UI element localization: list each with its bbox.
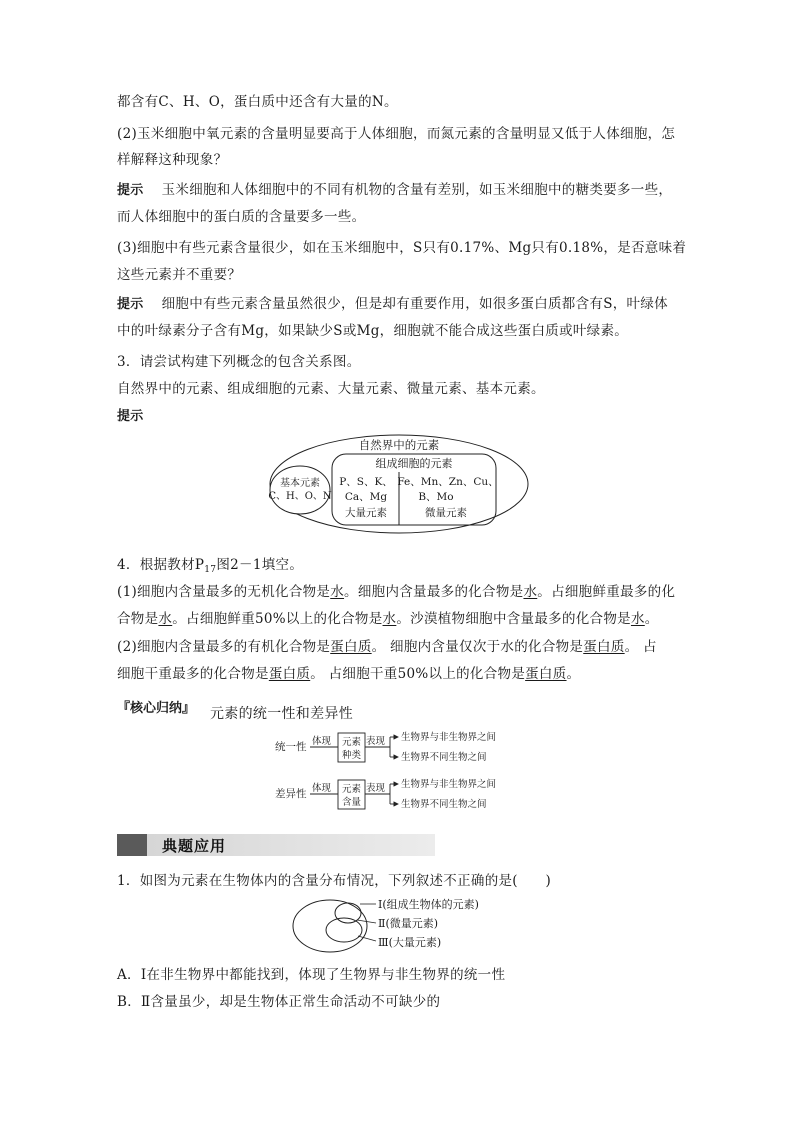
answer-water: 水 bbox=[382, 611, 397, 627]
ellipse-I bbox=[293, 900, 367, 952]
label-II: Ⅱ(微量元素) bbox=[378, 917, 439, 930]
answer-protein: 蛋白质 bbox=[330, 639, 372, 655]
venn-macro-label: 大量元素 bbox=[345, 507, 387, 519]
venn-macro-line1: P、S、K、 bbox=[339, 476, 393, 488]
question-2-line2: 样解释这种现象？ bbox=[117, 152, 228, 168]
answer-3-line1 bbox=[117, 294, 668, 315]
answer-water: 水 bbox=[523, 584, 538, 600]
core-summary-label: 『核心归纳』 bbox=[117, 701, 196, 716]
venn-micro-line2: B、Mo bbox=[418, 491, 454, 503]
diff-target-2: 生物界不同生物之间 bbox=[401, 799, 487, 810]
ellipse-III bbox=[326, 918, 362, 942]
box-text: 元素 bbox=[341, 737, 362, 748]
fill-2-line1 bbox=[117, 637, 657, 657]
venn-basic-label: 基本元素 bbox=[280, 478, 320, 489]
unity-target-1: 生物界与非生物界之间 bbox=[401, 732, 497, 743]
answer-protein: 蛋白质 bbox=[268, 666, 311, 682]
venn-macro-line2: Ca、Mg bbox=[344, 491, 388, 503]
fill-text: 。 细胞内含量仅次于水的化合物是 bbox=[371, 639, 584, 655]
question-1: 1．如图为元素在生物体内的含量分布情况，下列叙述不正确的是( ) bbox=[117, 873, 552, 889]
element-venn-diagram bbox=[268, 432, 530, 536]
venn-basic-elements: C、H、O、N bbox=[268, 491, 332, 502]
answer-protein: 蛋白质 bbox=[583, 639, 625, 655]
fill-text: (1)细胞内含量最多的无机化合物是 bbox=[117, 584, 331, 600]
answer-text: 玉米细胞和人体细胞中的不同有机物的含量有差别，如玉米细胞中的糖类要多一些， bbox=[161, 182, 673, 198]
fill-1-line1 bbox=[117, 582, 675, 602]
question-1-figure bbox=[290, 896, 520, 956]
fill-text: 。 bbox=[644, 611, 659, 627]
diff-target-1: 生物界与非生物界之间 bbox=[401, 779, 497, 790]
core-summary-title: 元素的统一性和差异性 bbox=[210, 706, 353, 722]
question-3-line1: (3)细胞中有些元素含量很少，如在玉米细胞中，S只有0.17%、Mg只有0.18%，是否意味着 bbox=[117, 240, 687, 256]
unity-target-2: 生物界不同生物之间 bbox=[401, 752, 487, 763]
answer-water: 水 bbox=[630, 611, 645, 627]
venn-cell-label: 组成细胞的元素 bbox=[375, 457, 453, 470]
fill-text: 。 占细胞干重50%以上的化合物是 bbox=[310, 666, 526, 682]
page-subscript: 17 bbox=[204, 565, 217, 575]
basic-ellipse bbox=[270, 466, 330, 514]
item-3-text: 自然界中的元素、组成细胞的元素、大量元素、微量元素、基本元素。 bbox=[117, 381, 545, 397]
fill-text: 。沙漠植物细胞中含量最多的化合物是 bbox=[396, 611, 631, 627]
box-text: 含量 bbox=[341, 797, 362, 808]
answer-3-line2: 中的叶绿素分子含有Mg，如果缺少S或Mg，细胞就不能合成这些蛋白质或叶绿素。 bbox=[117, 323, 629, 339]
item-4-post: 图2－1填空。 bbox=[216, 557, 304, 573]
answer-2-line1 bbox=[117, 180, 672, 201]
answer-protein: 蛋白质 bbox=[525, 666, 567, 682]
section-title: 典题应用 bbox=[162, 837, 227, 855]
diff-label: 差异性 bbox=[275, 788, 307, 800]
tip-label: 提示 bbox=[117, 409, 144, 424]
fill-text: 。细胞内含量最多的化合物是 bbox=[344, 584, 524, 600]
fill-1-line2 bbox=[117, 609, 659, 629]
item-4-title bbox=[117, 555, 303, 580]
venn-micro-label: 微量元素 bbox=[425, 507, 467, 519]
text-line: 都含有C、H、O，蛋白质中还含有大量的N。 bbox=[117, 94, 398, 110]
fill-text: 。占细胞鲜重最多的化 bbox=[537, 584, 676, 600]
option-B: B．Ⅱ含量虽少，却是生物体正常生命活动不可缺少的 bbox=[117, 994, 441, 1010]
fill-text: 细胞干重最多的化合物是 bbox=[117, 666, 269, 682]
answer-water: 水 bbox=[158, 611, 173, 627]
question-3-line2: 这些元素并不重要？ bbox=[117, 267, 242, 283]
venn-outer-label: 自然界中的元素 bbox=[358, 438, 440, 452]
tip-label: 提示 bbox=[117, 297, 144, 312]
fill-text: 合物是 bbox=[117, 611, 159, 627]
answer-text: 细胞中有些元素含量虽然很少，但是却有重要作用，如很多蛋白质都含有S，叶绿体 bbox=[161, 296, 668, 312]
unity-diversity-diagram bbox=[270, 726, 530, 814]
fill-text: (2)细胞内含量最多的有机化合物是 bbox=[117, 639, 331, 655]
unity-label: 统一性 bbox=[275, 741, 307, 753]
show-label: 表现 bbox=[366, 736, 386, 747]
option-A: A．Ⅰ在非生物界中都能找到，体现了生物界与非生物界的统一性 bbox=[117, 967, 506, 983]
fill-text: 。 bbox=[566, 666, 581, 682]
embody-label: 体现 bbox=[312, 736, 332, 747]
venn-micro-line1: Fe、Mn、Zn、Cu、 bbox=[397, 476, 499, 488]
box-text: 种类 bbox=[341, 750, 362, 761]
answer-water: 水 bbox=[330, 584, 345, 600]
question-2-line1: (2)玉米细胞中氧元素的含量明显要高于人体细胞，而氮元素的含量明显又低于人体细胞，怎 bbox=[117, 126, 676, 142]
fill-text: 。 占 bbox=[624, 639, 657, 655]
fill-text: 。占细胞鲜重50%以上的化合物是 bbox=[172, 611, 383, 627]
label-III: Ⅲ(大量元素) bbox=[378, 936, 442, 949]
item-3-title: 3．请尝试构建下列概念的包含关系图。 bbox=[117, 354, 361, 370]
show-label: 表现 bbox=[366, 783, 386, 794]
answer-2-line2: 而人体细胞中的蛋白质的含量要多一些。 bbox=[117, 209, 366, 225]
box-text: 元素 bbox=[341, 784, 362, 795]
embody-label: 体现 bbox=[312, 783, 332, 794]
item-4-pre: 4．根据教材P bbox=[117, 557, 205, 573]
fill-2-line2 bbox=[117, 664, 580, 684]
label-I: Ⅰ(组成生物体的元素) bbox=[378, 898, 479, 911]
tip-label-standalone bbox=[117, 406, 162, 427]
tip-label: 提示 bbox=[117, 183, 144, 198]
